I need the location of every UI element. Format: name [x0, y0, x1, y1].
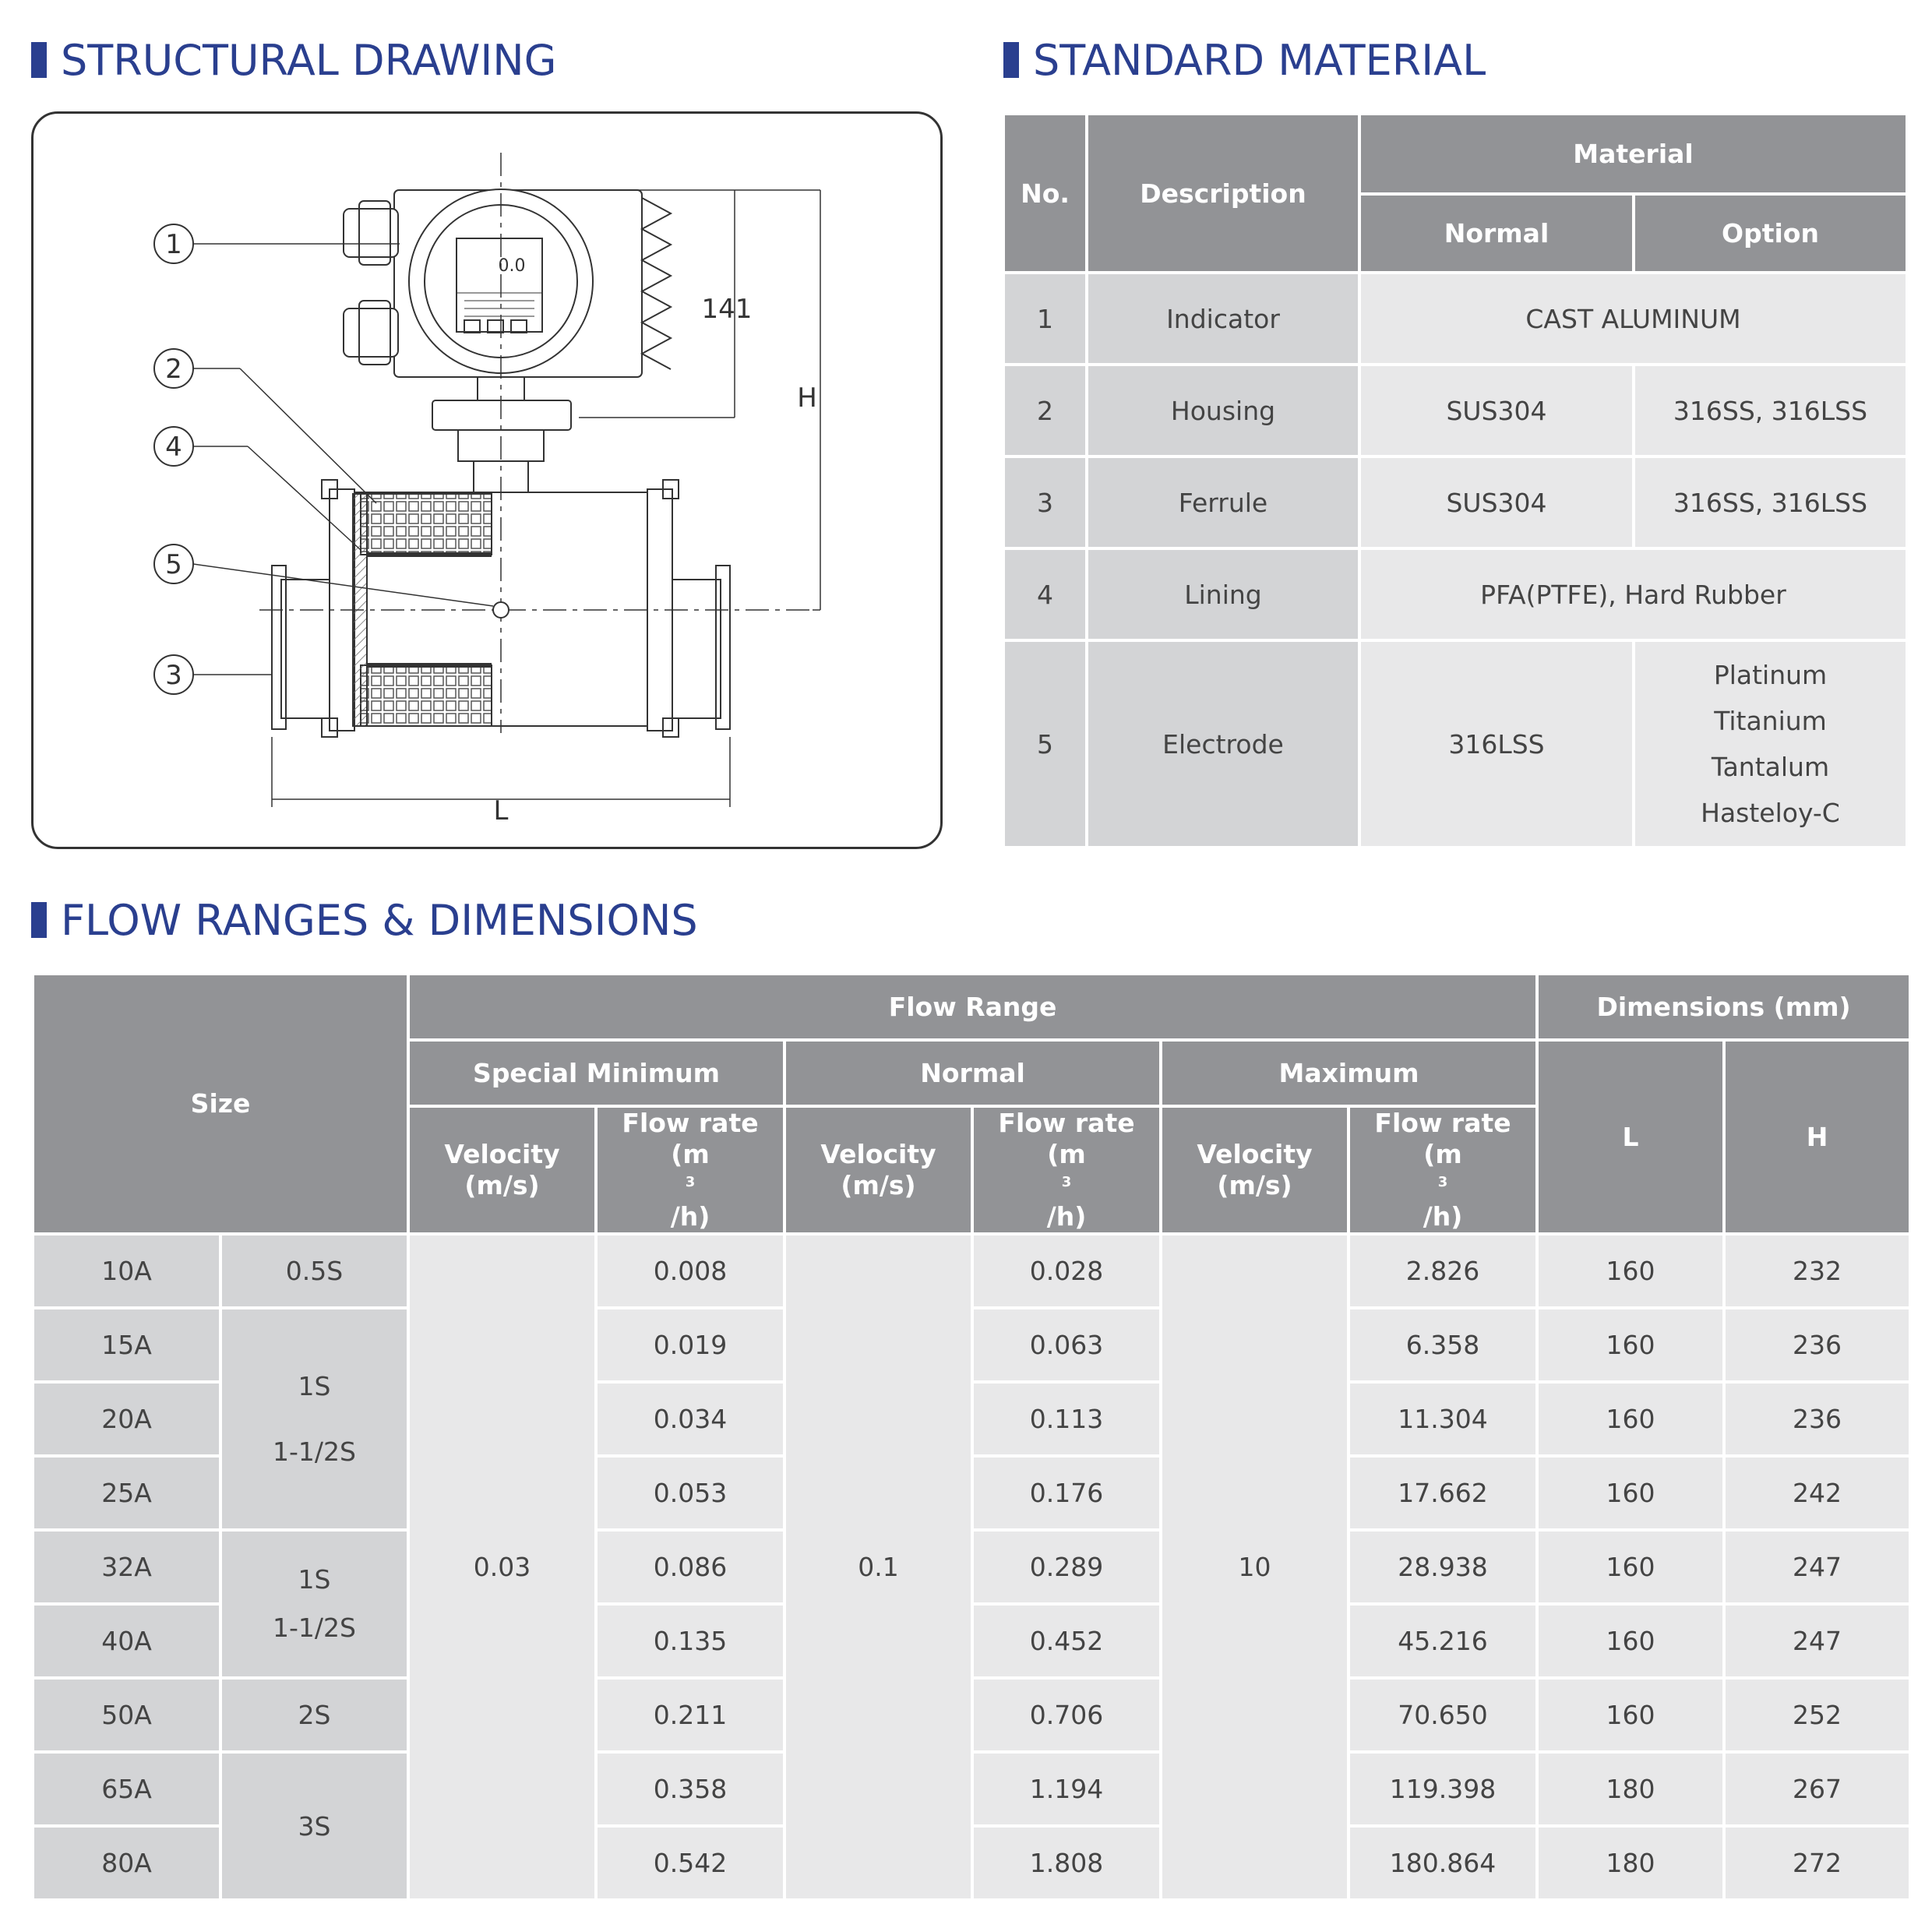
row-no: 5 [1003, 640, 1087, 848]
option-item: Tantalum [1711, 752, 1830, 782]
col-header-velocity [784, 1106, 972, 1234]
max-rate: 45.216 [1349, 1604, 1537, 1678]
unit-sup: 3 [1061, 1174, 1072, 1190]
row-description: Lining [1087, 548, 1359, 640]
velocity-text: Velocity [444, 1139, 560, 1169]
max-rate: 6.358 [1349, 1308, 1537, 1382]
dim-l: 180 [1537, 1752, 1724, 1826]
unit-post: /h) [670, 1201, 710, 1232]
max-rate: 2.826 [1349, 1234, 1537, 1308]
inch-size-cell [220, 1678, 408, 1752]
col-header-velocity [408, 1106, 596, 1234]
dim-h: 232 [1724, 1234, 1910, 1308]
inch-size-cell [220, 1752, 408, 1900]
special-min-rate: 0.542 [596, 1826, 784, 1900]
normal-rate: 1.808 [972, 1826, 1161, 1900]
flowmeter-drawing [33, 114, 940, 847]
velocity-unit: (m/s) [1217, 1170, 1292, 1200]
col-header-option: Option [1634, 194, 1907, 273]
callout-2: 2 [165, 354, 182, 385]
structural-drawing-title [31, 33, 557, 87]
dim-l: 160 [1537, 1382, 1724, 1456]
dim-h: 247 [1724, 1604, 1910, 1678]
max-velocity: 10 [1161, 1234, 1349, 1900]
dim-l: 160 [1537, 1308, 1724, 1382]
velocity-label [410, 1139, 594, 1201]
max-rate: 180.864 [1349, 1826, 1537, 1900]
inch-size [222, 1256, 407, 1286]
inch-size-line: 1S [298, 1370, 331, 1401]
inch-size-line: 0.5S [285, 1256, 344, 1286]
flow-rate-text: Flow rate [998, 1108, 1135, 1138]
row-material: CAST ALUMINUM [1359, 273, 1907, 365]
row-description: Ferrule [1087, 456, 1359, 548]
normal-velocity: 0.1 [784, 1234, 972, 1900]
normal-rate: 0.706 [972, 1678, 1161, 1752]
standard-material-table [1002, 112, 1909, 849]
special-min-velocity: 0.03 [408, 1234, 596, 1900]
flow-rate-unit [598, 1139, 783, 1232]
flow-ranges-table [31, 972, 1912, 1902]
unit-pre: (m [1047, 1139, 1086, 1169]
flow-rate-label [1350, 1108, 1535, 1232]
col-header-flow-rate [596, 1106, 784, 1234]
material-header-row [1003, 114, 1907, 194]
col-header-special-minimum: Special Minimum [408, 1040, 784, 1106]
row-material: PFA(PTFE), Hard Rubber [1359, 548, 1907, 640]
dim-l: 180 [1537, 1826, 1724, 1900]
max-rate: 70.650 [1349, 1678, 1537, 1752]
size-cell: 65A [33, 1752, 220, 1826]
dim-h: 252 [1724, 1678, 1910, 1752]
table-row [1003, 273, 1907, 365]
row-option: 316SS, 316LSS [1634, 456, 1907, 548]
special-min-rate: 0.008 [596, 1234, 784, 1308]
size-cell: 50A [33, 1678, 220, 1752]
callout-3: 3 [165, 660, 182, 691]
title-marker [31, 42, 47, 78]
display-reading: 0.0 [498, 256, 526, 276]
normal-rate: 1.194 [972, 1752, 1161, 1826]
row-normal: 316LSS [1359, 640, 1634, 848]
velocity-unit: (m/s) [464, 1170, 540, 1200]
flow-rate-text: Flow rate [622, 1108, 759, 1138]
flow-header-row-1 [33, 974, 1910, 1040]
inch-size [222, 1700, 407, 1730]
row-no: 4 [1003, 548, 1087, 640]
size-cell: 10A [33, 1234, 220, 1308]
row-option-list [1634, 640, 1907, 848]
dim-h: 236 [1724, 1308, 1910, 1382]
structural-drawing-panel [31, 111, 943, 849]
callout-1: 1 [165, 229, 182, 260]
col-header-h: H [1724, 1040, 1910, 1234]
row-option: 316SS, 316LSS [1634, 365, 1907, 456]
dim-l: 160 [1537, 1604, 1724, 1678]
normal-rate: 0.028 [972, 1234, 1161, 1308]
inch-size-line: 3S [298, 1810, 331, 1842]
standard-material-title [1003, 33, 1486, 87]
table-row [1003, 456, 1907, 548]
inch-size-cell [220, 1308, 408, 1530]
velocity-text: Velocity [1197, 1139, 1313, 1169]
row-no: 2 [1003, 365, 1087, 456]
special-min-rate: 0.086 [596, 1530, 784, 1604]
normal-rate: 0.113 [972, 1382, 1161, 1456]
col-header-flow-range: Flow Range [408, 974, 1537, 1040]
col-header-flow-rate [1349, 1106, 1537, 1234]
flow-rate-unit [1350, 1139, 1535, 1232]
option-item: Hasteloy-C [1701, 798, 1840, 828]
velocity-text: Velocity [820, 1139, 936, 1169]
flow-ranges-title-text: FLOW RANGES & DIMENSIONS [61, 895, 698, 945]
special-min-rate: 0.034 [596, 1382, 784, 1456]
standard-material-title-text: STANDARD MATERIAL [1033, 35, 1486, 85]
row-description: Electrode [1087, 640, 1359, 848]
table-row [1003, 548, 1907, 640]
unit-post: /h) [1423, 1201, 1463, 1232]
dimension-141: 141 [701, 294, 753, 325]
velocity-label [786, 1139, 971, 1201]
normal-rate: 0.289 [972, 1530, 1161, 1604]
col-header-no: No. [1003, 114, 1087, 273]
flow-rate-label [974, 1108, 1159, 1232]
normal-rate: 0.176 [972, 1456, 1161, 1530]
inch-size-line: 2S [298, 1700, 331, 1730]
inch-size [222, 1354, 407, 1485]
size-cell: 25A [33, 1456, 220, 1530]
max-rate: 11.304 [1349, 1382, 1537, 1456]
dim-l: 160 [1537, 1456, 1724, 1530]
inch-size [222, 1556, 407, 1652]
inch-size-cell [220, 1530, 408, 1678]
velocity-label [1162, 1139, 1347, 1201]
inch-size-cell [220, 1234, 408, 1308]
callout-5: 5 [165, 549, 182, 580]
special-min-rate: 0.211 [596, 1678, 784, 1752]
inch-size-line: 1-1/2S [273, 1436, 356, 1467]
normal-rate: 0.452 [972, 1604, 1161, 1678]
dim-h: 242 [1724, 1456, 1910, 1530]
table-row [1003, 365, 1907, 456]
title-marker [31, 902, 47, 938]
max-rate: 28.938 [1349, 1530, 1537, 1604]
unit-sup: 3 [685, 1174, 696, 1190]
col-header-material: Material [1359, 114, 1907, 194]
row-normal: SUS304 [1359, 365, 1634, 456]
velocity-unit: (m/s) [841, 1170, 916, 1200]
row-no: 1 [1003, 273, 1087, 365]
row-no: 3 [1003, 456, 1087, 548]
option-item: Titanium [1714, 706, 1827, 736]
table-row [33, 1234, 1910, 1308]
normal-rate: 0.063 [972, 1308, 1161, 1382]
dim-l: 160 [1537, 1678, 1724, 1752]
special-min-rate: 0.019 [596, 1308, 784, 1382]
callout-4: 4 [165, 432, 182, 463]
col-header-flow-rate [972, 1106, 1161, 1234]
size-cell: 40A [33, 1604, 220, 1678]
col-header-normal: Normal [1359, 194, 1634, 273]
size-cell: 80A [33, 1826, 220, 1900]
unit-pre: (m [1423, 1139, 1462, 1169]
flow-ranges-title [31, 893, 698, 947]
col-header-velocity [1161, 1106, 1349, 1234]
flow-rate-unit [974, 1139, 1159, 1232]
option-item: Platinum [1713, 660, 1828, 690]
dimension-h: H [797, 382, 817, 414]
special-min-rate: 0.135 [596, 1604, 784, 1678]
dim-h: 272 [1724, 1826, 1910, 1900]
unit-sup: 3 [1437, 1174, 1448, 1190]
row-normal: SUS304 [1359, 456, 1634, 548]
col-header-size: Size [33, 974, 408, 1234]
dim-l: 160 [1537, 1530, 1724, 1604]
size-cell: 15A [33, 1308, 220, 1382]
special-min-rate: 0.358 [596, 1752, 784, 1826]
col-header-l: L [1537, 1040, 1724, 1234]
col-header-dimensions: Dimensions (mm) [1537, 974, 1910, 1040]
title-marker [1003, 42, 1019, 78]
flow-rate-label [598, 1108, 783, 1232]
unit-pre: (m [671, 1139, 710, 1169]
flow-rate-text: Flow rate [1374, 1108, 1511, 1138]
col-header-normal: Normal [784, 1040, 1161, 1106]
structural-drawing-title-text: STRUCTURAL DRAWING [61, 35, 557, 85]
col-header-description: Description [1087, 114, 1359, 273]
dimension-l: L [493, 795, 509, 827]
inch-size-line: 1-1/2S [273, 1613, 356, 1643]
inch-size [222, 1811, 407, 1842]
row-description: Housing [1087, 365, 1359, 456]
size-cell: 32A [33, 1530, 220, 1604]
col-header-maximum: Maximum [1161, 1040, 1537, 1106]
max-rate: 17.662 [1349, 1456, 1537, 1530]
dim-h: 267 [1724, 1752, 1910, 1826]
row-description: Indicator [1087, 273, 1359, 365]
dim-l: 160 [1537, 1234, 1724, 1308]
inch-size-line: 1S [298, 1564, 331, 1595]
unit-post: /h) [1046, 1201, 1087, 1232]
size-cell: 20A [33, 1382, 220, 1456]
dim-h: 247 [1724, 1530, 1910, 1604]
table-row [1003, 640, 1907, 848]
special-min-rate: 0.053 [596, 1456, 784, 1530]
dim-h: 236 [1724, 1382, 1910, 1456]
max-rate: 119.398 [1349, 1752, 1537, 1826]
